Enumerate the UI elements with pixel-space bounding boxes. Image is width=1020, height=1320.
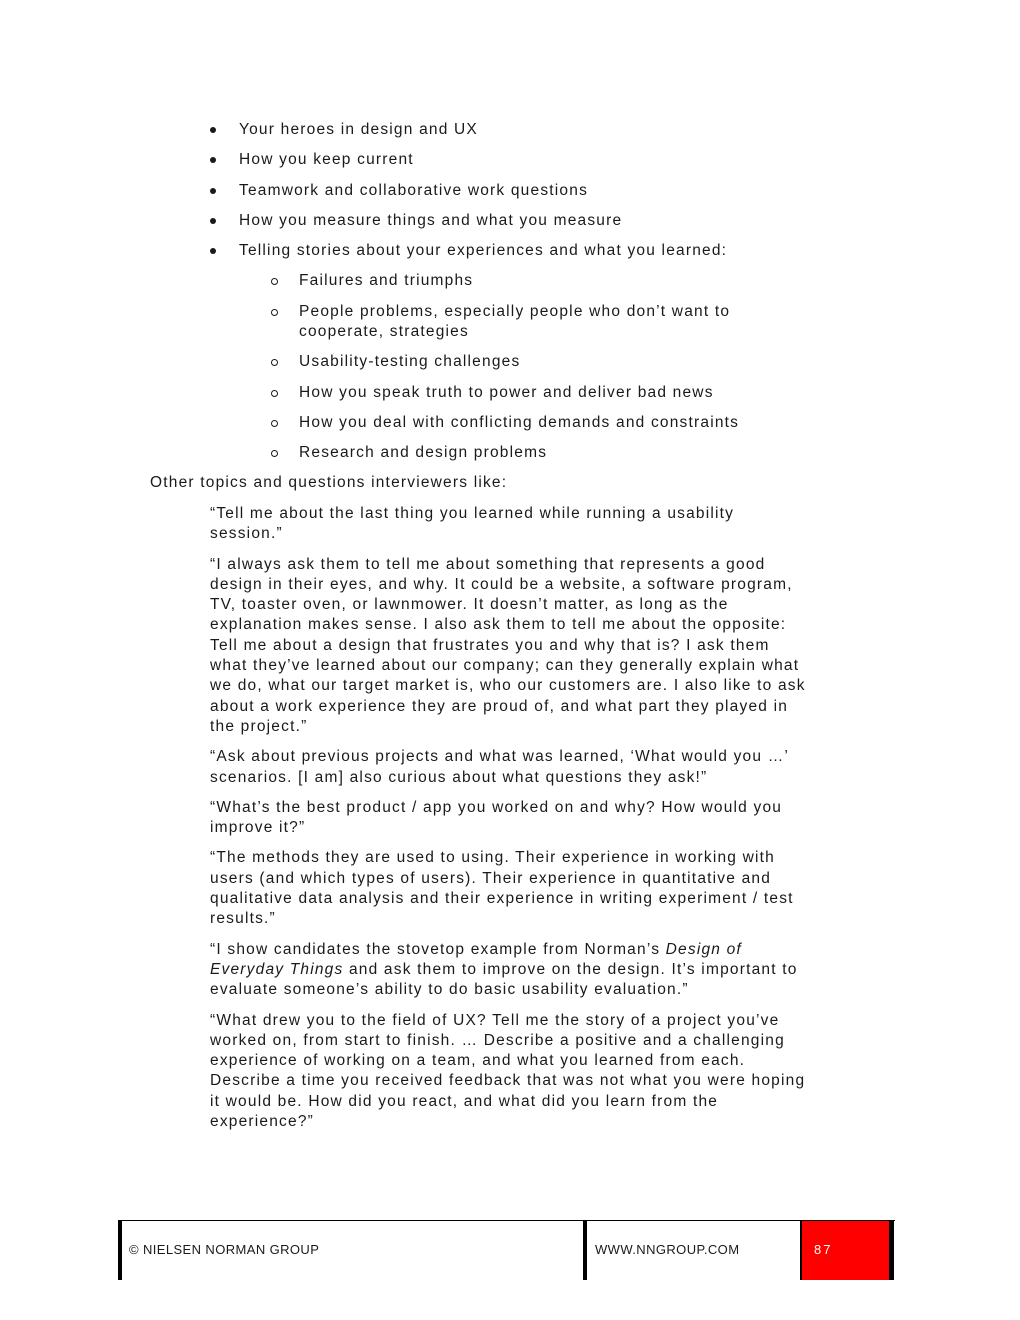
bullet-icon — [210, 188, 216, 194]
bullet-icon — [210, 127, 216, 133]
bullet-icon — [210, 157, 216, 163]
bullet-text: How you measure things and what you measure — [239, 211, 623, 229]
sub-bullet-text: How you deal with conflicting demands and constraints — [299, 413, 740, 431]
sub-bullet-item — [239, 352, 820, 372]
bullet-icon — [210, 218, 216, 224]
quote-paragraph: “I always ask them to tell me about something that represents a good design in their eyes, and why. It could be a website, a software program, TV, toaster oven, or lawnmower. It doesn’t matter, as long as the explanation makes sense. I also ask them to tell me about the opposite: Tell me about a design that frustrates you and why that is? I ask them what they’ve learned about our company; can they generally explain what we do, what our target market is, who our customers are. I also like to ask about a work experience they are proud of, and what part they played in the project.” — [210, 555, 806, 735]
bullet-text: How you keep current — [239, 151, 414, 169]
page-number-box — [802, 1221, 889, 1280]
footer-copyright: © NIELSEN NORMAN GROUP — [129, 1242, 320, 1257]
circle-bullet-icon — [271, 309, 278, 316]
sub-bullet-item — [239, 271, 820, 291]
circle-bullet-icon — [271, 390, 278, 397]
sub-bullet-item — [239, 443, 820, 463]
footer-top-rule — [118, 1220, 895, 1221]
page-footer — [118, 1220, 895, 1280]
quote-paragraph — [210, 940, 810, 1001]
bullet-item — [200, 211, 820, 231]
quote-paragraph: “What drew you to the field of UX? Tell me the story of a project you’ve worked on, from start to finish. … Describe a positive and a challenging experience of working on a team, and what you learned from each. Describe a time you received feedback that was not what you were hoping it would be. How did you react, and what did you learn from the experience?” — [210, 1011, 806, 1131]
sub-bullet-text: Usability-testing challenges — [299, 353, 521, 371]
footer-divider — [889, 1220, 894, 1280]
quote-block — [210, 504, 810, 1142]
topic-bullet-list — [200, 120, 820, 474]
bullet-item — [200, 181, 820, 201]
bullet-icon — [210, 248, 216, 254]
footer-website[interactable]: WWW.NNGROUP.COM — [595, 1242, 740, 1257]
bullet-item — [200, 150, 820, 170]
circle-bullet-icon — [271, 450, 278, 457]
bullet-text: Telling stories about your experiences and what you learned: — [239, 242, 728, 260]
sub-bullet-text: How you speak truth to power and deliver bad news — [299, 383, 714, 401]
story-sub-list — [239, 271, 820, 463]
sub-bullet-text: Failures and triumphs — [299, 272, 474, 290]
footer-divider — [583, 1220, 587, 1280]
quote-text: and ask them to improve on the design. It’s important to evaluate someone’s ability to do basic usability evaluation.” — [210, 960, 798, 999]
bullet-item — [200, 120, 820, 140]
quote-paragraph: “Tell me about the last thing you learned while running a usability session.” — [210, 505, 735, 543]
page-number: 87 — [814, 1242, 833, 1257]
sub-bullet-text: Research and design problems — [299, 444, 548, 462]
bullet-text: Teamwork and collaborative work questions — [239, 181, 589, 199]
intro-paragraph: Other topics and questions interviewers like: — [150, 474, 508, 491]
circle-bullet-icon — [271, 278, 278, 285]
circle-bullet-icon — [271, 359, 278, 366]
footer-divider — [118, 1220, 122, 1280]
quote-paragraph: “The methods they are used to using. Their experience in working with users (and which types of users). Their experience in quantitative and qualitative data analysis and their experience in writing experiment / test results.” — [210, 849, 794, 928]
bullet-text: Your heroes in design and UX — [239, 121, 478, 138]
quote-paragraph: “What’s the best product / app you worked on and why? How would you improve it?” — [210, 798, 783, 837]
sub-bullet-item — [239, 413, 820, 433]
sub-bullet-item — [239, 302, 820, 343]
sub-bullet-text: People problems, especially people who don’t want to cooperate, strategies — [299, 302, 731, 341]
book-title: Design of Everyday Things — [210, 940, 742, 978]
bullet-item — [200, 241, 820, 463]
quote-text: “I show candidates the stovetop example from Norman’s — [210, 940, 666, 958]
circle-bullet-icon — [271, 420, 278, 427]
sub-bullet-item — [239, 383, 820, 403]
quote-paragraph: “Ask about previous projects and what was learned, ‘What would you …’ scenarios. [I am] also curious about what questions they ask!” — [210, 748, 789, 786]
